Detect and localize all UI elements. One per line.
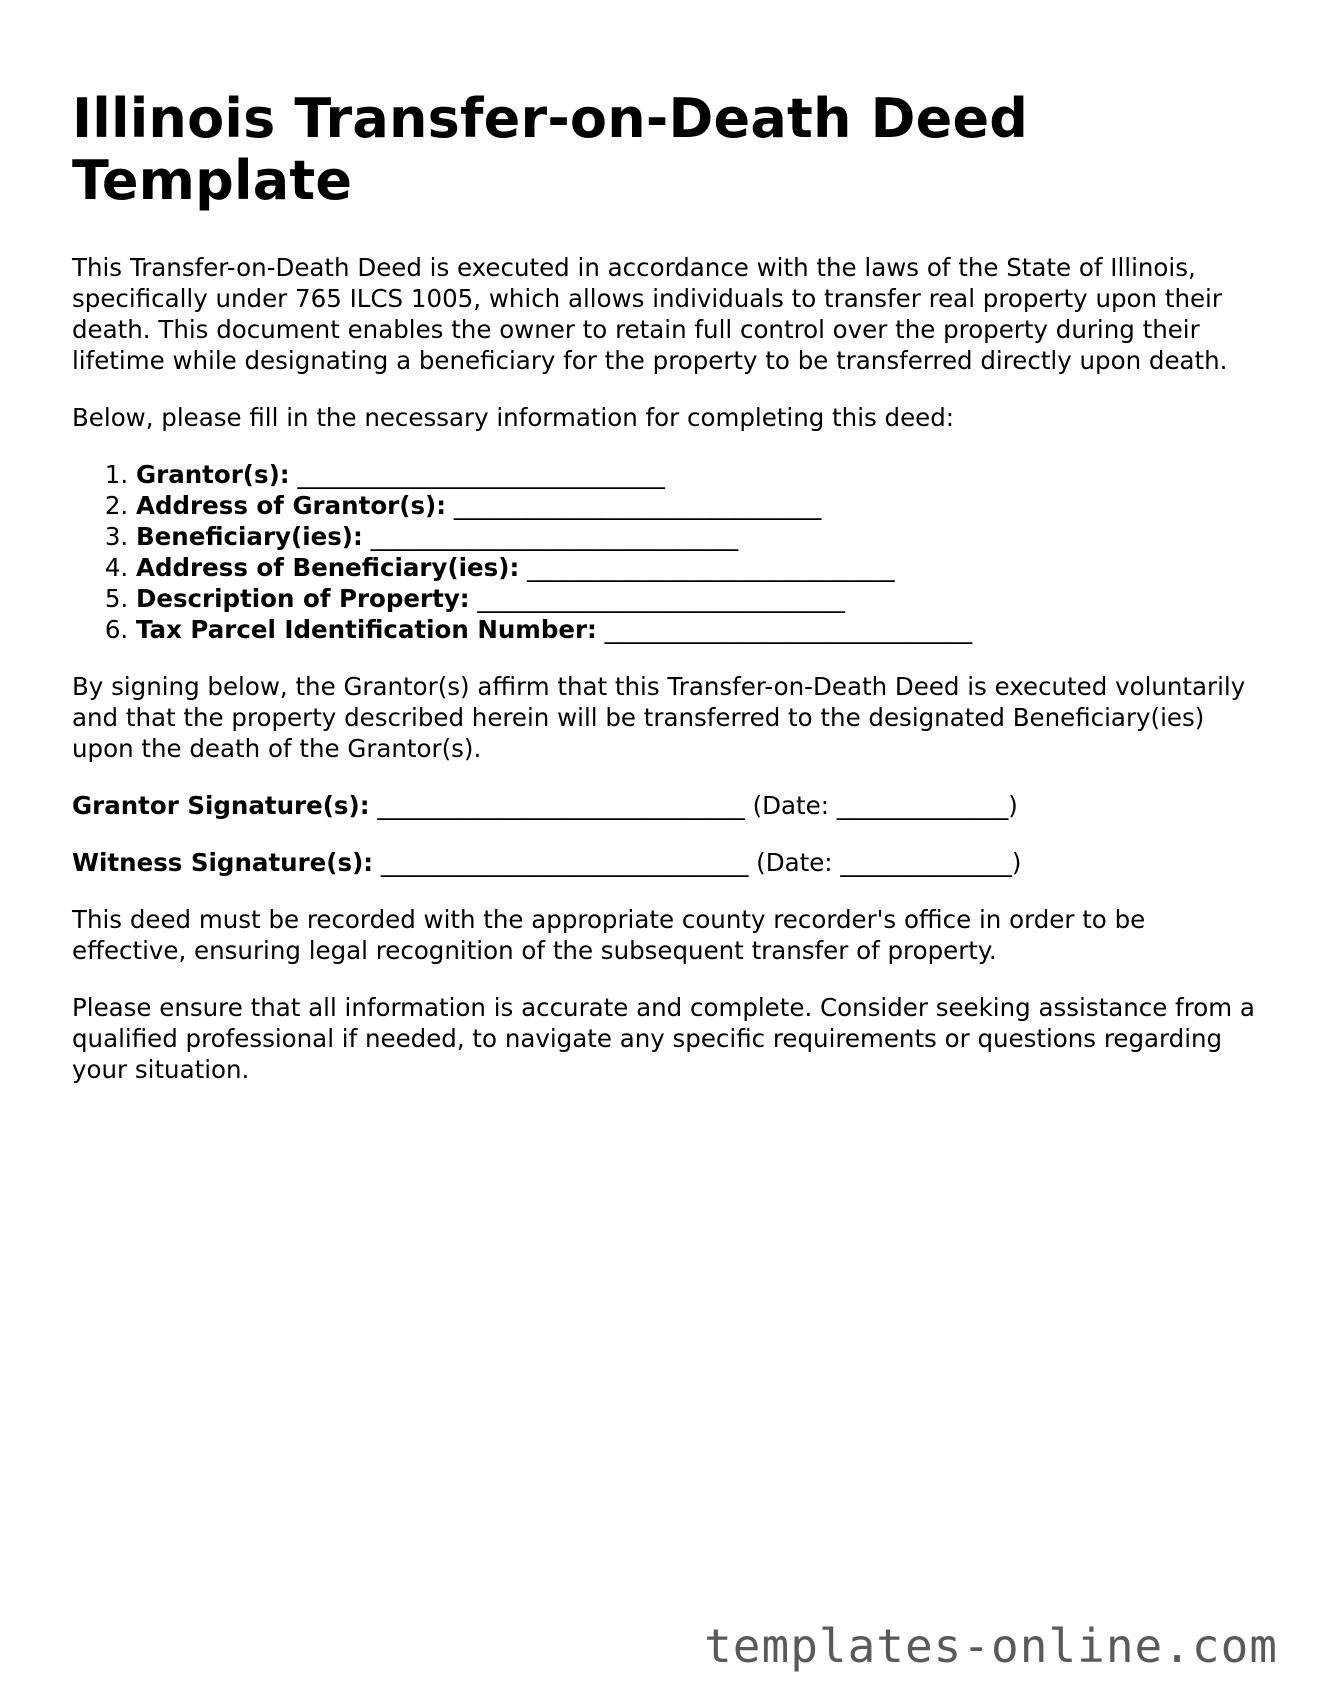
field-grantor-address (136, 490, 1262, 521)
date-suffix: ) (1011, 848, 1022, 877)
affirmation-paragraph: By signing below, the Grantor(s) affirm that this Transfer-on-Death Deed is executed voluntarily and that the property described herein will be transferred to the designated Beneficiary(ies) upon the death of the Grantor(s). (72, 672, 1246, 763)
field-blank[interactable]: ______________________________ (370, 522, 739, 551)
witness-signature-line (72, 847, 1262, 878)
witness-date-blank[interactable]: ______________ (840, 848, 1012, 877)
document-title: Illinois Transfer-on-Death Deed Template (72, 87, 1029, 212)
field-label: Address of Grantor(s): (136, 491, 447, 520)
recording-note-paragraph: This deed must be recorded with the appropriate county recorder's office in order to be effective, ensuring legal recognition of the subsequent transfer of property. (72, 905, 1146, 965)
field-blank[interactable]: ______________________________ (453, 491, 822, 520)
field-blank[interactable]: ______________________________ (297, 460, 665, 489)
field-label: Description of Property: (136, 584, 470, 613)
field-tax-parcel-id (136, 614, 1262, 645)
intro-paragraph: This Transfer-on-Death Deed is executed in accordance with the laws of the State of Illinois, specifically under 765 ILCS 1005, which allows individuals to transfer real property upon their death. This document enables the owner to retain full control over the property during their lifetime while designating a beneficiary for the property to be transferred directly upon death. (72, 253, 1228, 375)
field-property-description (136, 583, 1262, 614)
watermark: templates-online.com (704, 1619, 1278, 1673)
document-page (72, 88, 1262, 1111)
field-beneficiary (136, 521, 1262, 552)
date-prefix: (Date: (752, 791, 829, 820)
instruction-paragraph: Below, please fill in the necessary information for completing this deed: (72, 403, 955, 432)
field-label: Address of Beneficiary(ies): (136, 553, 520, 582)
field-blank[interactable]: ______________________________ (604, 615, 973, 644)
field-label: Grantor(s): (136, 460, 290, 489)
grantor-date-blank[interactable]: ______________ (836, 791, 1009, 820)
field-grantor (136, 459, 1262, 490)
witness-signature-label: Witness Signature(s): (72, 848, 374, 877)
date-prefix: (Date: (756, 848, 833, 877)
field-blank[interactable]: ______________________________ (477, 584, 845, 613)
field-blank[interactable]: ______________________________ (527, 553, 895, 582)
field-label: Beneficiary(ies): (136, 522, 363, 551)
date-suffix: ) (1008, 791, 1018, 820)
grantor-signature-label: Grantor Signature(s): (72, 791, 370, 820)
closing-note-paragraph: Please ensure that all information is accurate and complete. Consider seeking assistance from a qualified professional if needed, to navigate any specific requirements or questions regarding your situation. (72, 993, 1255, 1084)
fields-list (72, 459, 1262, 645)
grantor-signature-line (72, 790, 1262, 821)
witness-signature-blank[interactable]: ______________________________ (380, 848, 749, 877)
field-beneficiary-address (136, 552, 1262, 583)
field-label: Tax Parcel Identification Number: (136, 615, 597, 644)
grantor-signature-blank[interactable]: ______________________________ (377, 791, 745, 820)
